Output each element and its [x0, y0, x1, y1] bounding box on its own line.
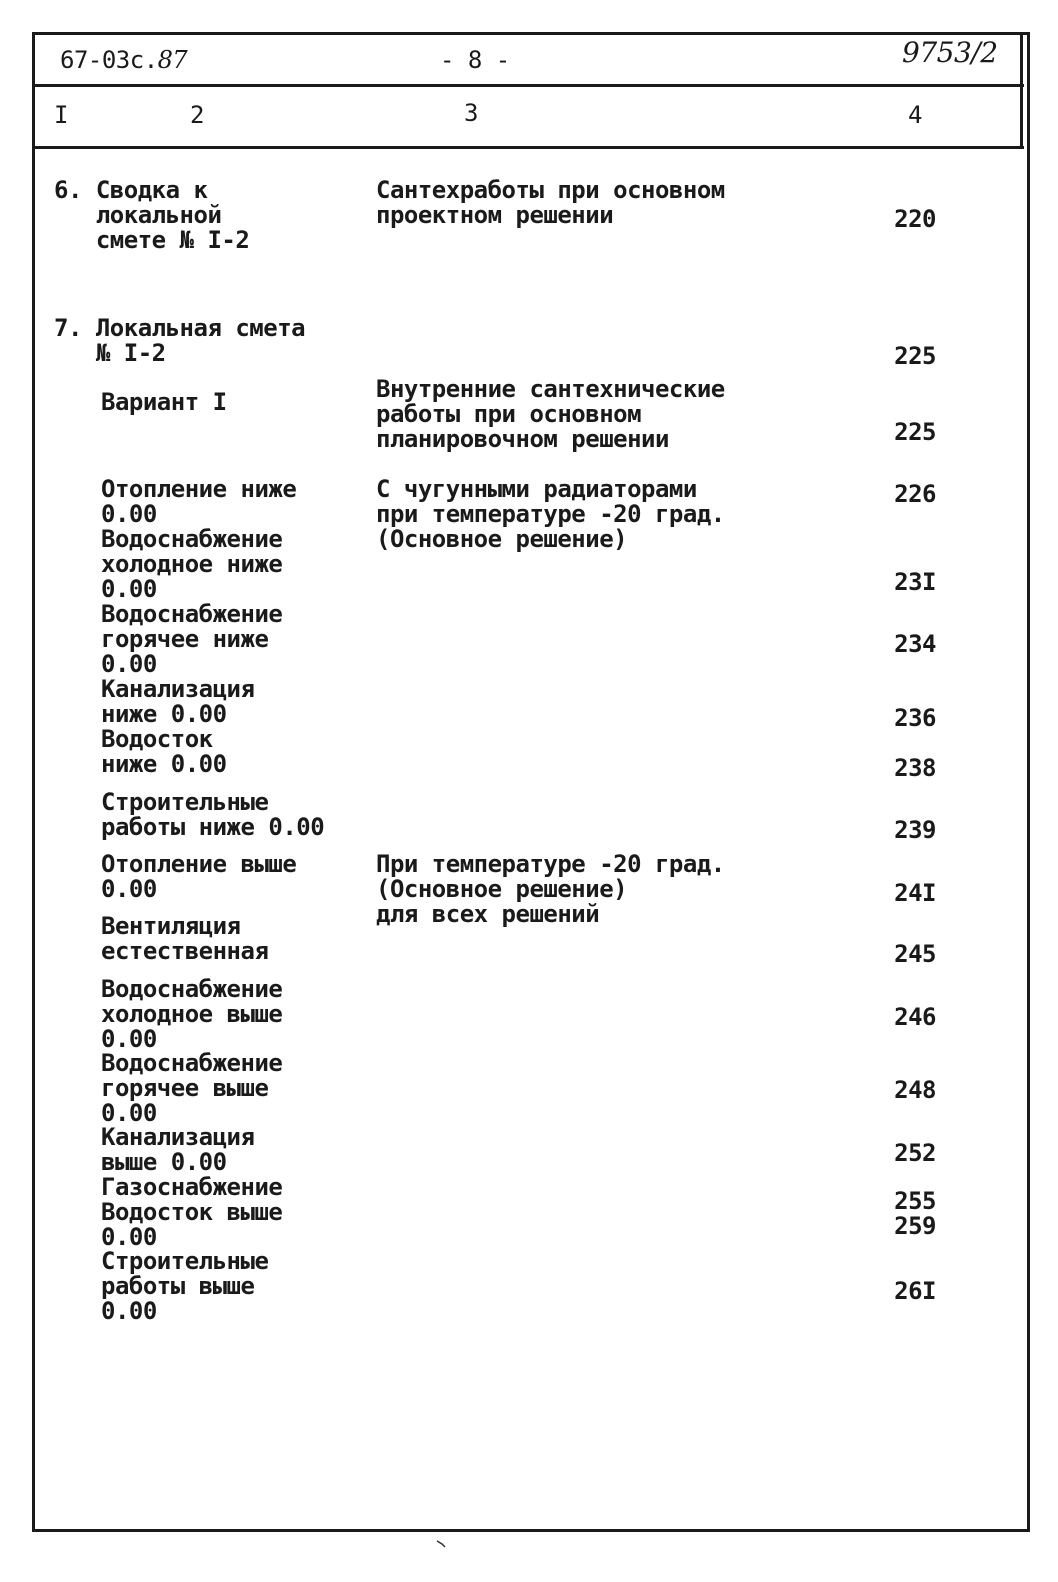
page-ref: 226	[894, 480, 936, 508]
section-name: Отопление ниже 0.00	[101, 475, 297, 528]
header-divider	[32, 84, 1024, 87]
page-ref: 24I	[894, 879, 936, 907]
page-ref: 246	[894, 1003, 936, 1031]
section-name: Водоснабжение холодное ниже 0.00	[101, 525, 283, 603]
column-header-4: 4	[908, 101, 922, 129]
section-name: Строительные работы выше 0.00	[101, 1247, 269, 1325]
section-name: Водосток ниже 0.00	[101, 725, 227, 778]
section-name: Газоснабжение	[101, 1173, 283, 1201]
section-name: Водосток выше 0.00	[101, 1198, 283, 1251]
section-name: 6. Сводка к локальной смете № I-2	[54, 176, 250, 254]
doc-code: 67-03с.87	[60, 46, 188, 74]
column-header-divider	[32, 146, 1024, 149]
section-name: Вентиляция естественная	[101, 912, 269, 965]
section-name: Канализация ниже 0.00	[101, 675, 255, 728]
section-name: Канализация выше 0.00	[101, 1123, 255, 1176]
page-ref: 255	[894, 1187, 936, 1215]
section-name: Водоснабжение горячее выше 0.00	[101, 1049, 283, 1127]
scan-mark	[436, 1540, 446, 1548]
section-name	[101, 852, 296, 902]
page-ref: 259	[894, 1212, 936, 1240]
section-name: Строительные работы ниже 0.00	[101, 788, 325, 841]
section-description: Сантехработы при основном проектном решении	[376, 176, 725, 229]
page-ref: 220	[894, 205, 936, 233]
section-name-line1: Отопление выше 0.00	[101, 850, 297, 903]
inventory-number: 9753/2	[902, 36, 998, 69]
section-name: Водоснабжение холодное выше 0.00	[101, 975, 283, 1053]
page-ref: 238	[894, 754, 936, 782]
section-description: Внутренние сантехнические работы при основном планировочном решении	[376, 375, 725, 453]
section-description: При температуре -20 град. (Основное решение) для всех решений	[376, 850, 725, 928]
page-ref: 248	[894, 1076, 936, 1104]
header-right-edge	[1020, 32, 1023, 149]
section-name: 7. Локальная смета № I-2	[54, 314, 306, 367]
section-name: Вариант I	[101, 388, 227, 416]
page-ref: 225	[894, 342, 936, 370]
page-ref: 26I	[894, 1277, 936, 1305]
page-ref: 234	[894, 630, 936, 658]
page-ref: 252	[894, 1139, 936, 1167]
page-ref: 225	[894, 418, 936, 446]
page-ref: 239	[894, 816, 936, 844]
page-ref: 236	[894, 704, 936, 732]
page-number: - 8 -	[440, 46, 510, 74]
section-name: Водоснабжение горячее ниже 0.00	[101, 600, 283, 678]
section-description: С чугунными радиаторами при температуре -20 град. (Основное решение)	[376, 475, 725, 553]
page-ref: 245	[894, 940, 936, 968]
page-ref: 23I	[894, 568, 936, 596]
column-header-3: 3	[464, 99, 478, 127]
column-header-2: 2	[190, 101, 204, 129]
column-header-1: I	[54, 101, 68, 129]
